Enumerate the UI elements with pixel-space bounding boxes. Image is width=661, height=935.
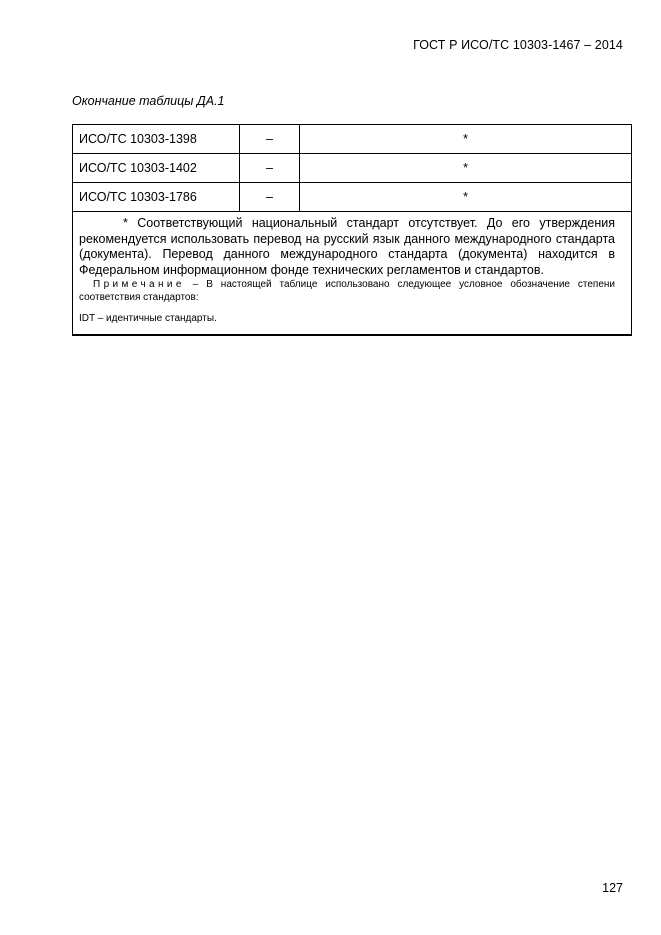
- national-standard-cell: *: [300, 154, 632, 183]
- note-paragraph: [79, 279, 615, 304]
- footnote-text: * Соответствующий национальный стандарт отсутствует. До его утверждения рекомендуется использовать перевод на русский язык данного международного стандарта (документа). Перевод данного международного стандарта (документа) находится в Федеральном информационном фонде технических регламентов и стандартов.: [79, 216, 615, 277]
- table-row: [73, 154, 632, 183]
- table-caption: Окончание таблицы ДА.1: [72, 94, 225, 108]
- degree-cell: –: [240, 125, 300, 154]
- table-notes-row: [73, 212, 632, 335]
- national-standard-cell: *: [300, 125, 632, 154]
- table-row: [73, 183, 632, 212]
- designation-cell: ИСО/ТС 10303-1786: [73, 183, 240, 212]
- document-header: ГОСТ Р ИСО/ТС 10303-1467 – 2014: [413, 38, 623, 52]
- page-number: 127: [602, 881, 623, 895]
- degree-cell: –: [240, 154, 300, 183]
- designation-cell: ИСО/ТС 10303-1398: [73, 125, 240, 154]
- table-row: [73, 125, 632, 154]
- national-standard-cell: *: [300, 183, 632, 212]
- standards-table: [72, 124, 632, 336]
- degree-cell: –: [240, 183, 300, 212]
- idt-legend: IDT – идентичные стандарты.: [79, 313, 217, 324]
- note-label: Примечание: [93, 279, 185, 290]
- note-text: – В настоящей таблице использовано следующее условное обозначение степени соответствия стандартов:: [79, 279, 615, 303]
- table-notes-cell: [73, 212, 632, 335]
- designation-cell: ИСО/ТС 10303-1402: [73, 154, 240, 183]
